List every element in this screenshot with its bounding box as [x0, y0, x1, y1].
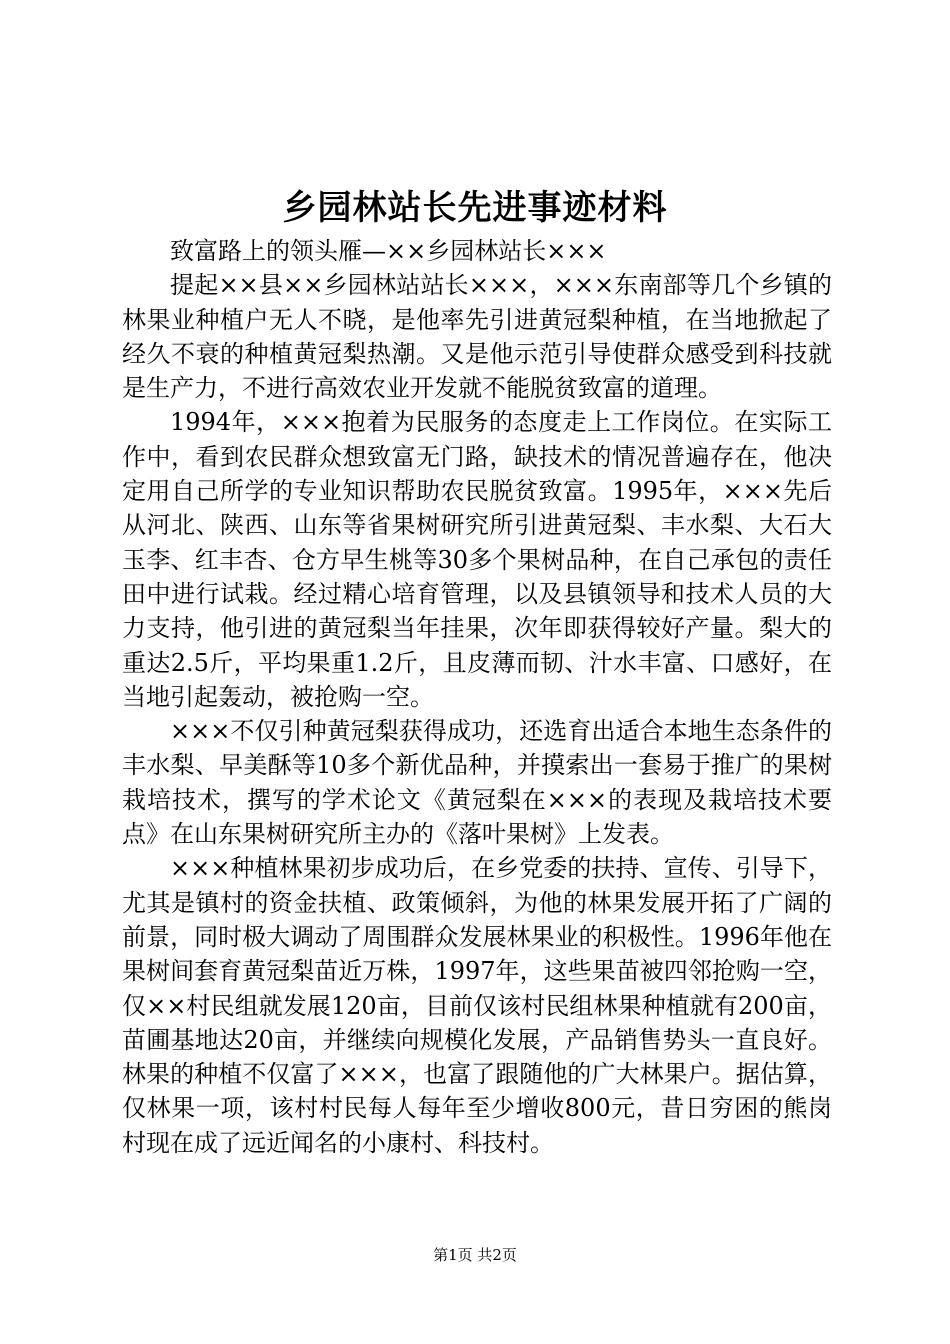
body-paragraph: 提起××县××乡园林站站长×××，×××东南部等几个乡镇的林果业种植户无人不晓，是他率先引进黄冠梨种植，在当地掀起了经久不衰的种植黄冠梨热潮。又是他示范引导使群众感受到科技就是生产力，不进行高效农业开发就不能脱贫致富的道理。 — [122, 271, 832, 403]
document-title: 乡园林站长先进事迹材料 — [282, 188, 668, 228]
body-paragraph: ×××不仅引种黄冠梨获得成功，还选育出适合本地生态条件的丰水梨、早美酥等10多个新优品种，并摸索出一套易于推广的果树栽培技术，撰写的学术论文《黄冠梨在×××的表现及栽培技术要点》在山东果树研究所主办的《落叶果树》上发表。 — [122, 717, 832, 849]
subtitle-paragraph: 致富路上的领头雁—××乡园林站长××× — [170, 237, 607, 265]
document-body — [122, 234, 832, 1160]
body-paragraph: 1994年，×××抱着为民服务的态度走上工作岗位。在实际工作中，看到农民群众想致富无门路，缺技术的情况普遍存在，他决定用自己所学的专业知识帮助农民脱贫致富。1995年，×××先后从河北、陕西、山东等省果树研究所引进黄冠梨、丰水梨、大石大玉李、红丰杏、仓方早生桃等30多个果树品种，在自己承包的责任田中进行试栽。经过精心培育管理，以及县镇领导和技术人员的大力支持，他引进的黄冠梨当年挂果，次年即获得较好产量。梨大的重达2.5斤，平均果重1.2斤，且皮薄而韧、汁水丰富、口感好，在当地引起轰动，被抢购一空。 — [122, 408, 832, 711]
body-paragraph: ×××种植林果初步成功后，在乡党委的扶持、宣传、引导下，尤其是镇村的资金扶植、政策倾斜，为他的林果发展开拓了广阔的前景，同时极大调动了周围群众发展林果业的积极性。1996年他在果树间套育黄冠梨苗近万株，1997年，这些果苗被四邻抢购一空，仅××村民组就发展120亩，目前仅该村民组林果种植就有200亩，苗圃基地达20亩，并继续向规模化发展，产品销售势头一直良好。林果的种植不仅富了×××，也富了跟随他的广大林果户。据估算，仅林果一项，该村村民每人每年至少增收800元，昔日穷困的熊岗村现在成了远近闻名的小康村、科技村。 — [122, 854, 832, 1157]
page-number-footer: 第1页 共2页 — [433, 1246, 517, 1264]
